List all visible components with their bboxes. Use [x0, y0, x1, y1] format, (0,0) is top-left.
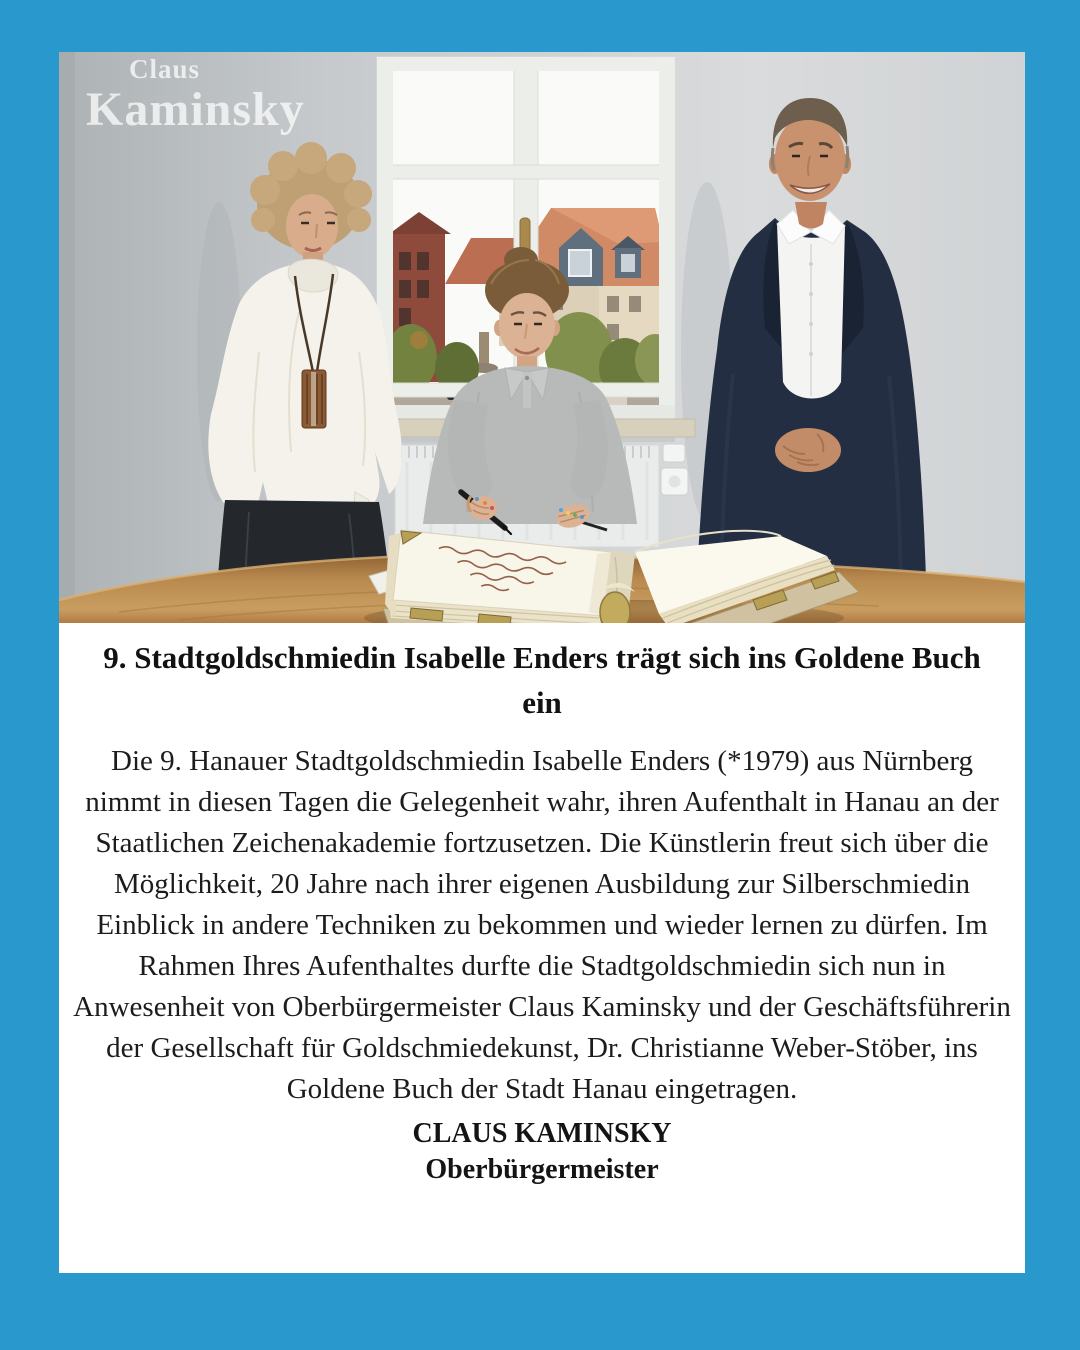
watermark-line2: Kaminsky — [86, 83, 305, 136]
wooden-pendant — [302, 370, 326, 428]
signature-name: CLAUS KAMINSKY — [412, 1118, 672, 1149]
event-photo — [59, 52, 1025, 623]
wall-socket — [661, 444, 688, 495]
watermark-line1: Claus — [129, 54, 201, 84]
signature-title: Oberbürgermeister — [425, 1154, 659, 1185]
headline: 9. Stadtgoldschmiedin Isabelle Enders trägt sich ins Goldene Buch ein — [103, 640, 981, 720]
watermark — [86, 56, 305, 134]
body-text: Die 9. Hanauer Stadtgoldschmiedin Isabelle Enders (*1979) aus Nürnberg nimmt in diesen Tagen die Gelegenheit wahr, ihren Aufenthalt in Hanau an der Staatlichen Zeichenakademie fortzusetzen. Die Künstlerin freut sich über die Möglichkeit, 20 Jahre nach ihrer eigenen Ausbildung zur Silberschmiedin Einblick in andere Techniken zu bekommen und wieder lernen zu dürfen. Im Rahmen Ihres Aufenthaltes durfte die Stadtgoldschmiedin sich nun in Anwesenheit von Oberbürgermeister Claus Kaminsky und der Geschäftsführerin der Gesellschaft für Goldschmiedekunst, Dr. Christianne Weber-Stöber, ins Goldene Buch der Stadt Hanau eingetragen. — [73, 745, 1011, 1105]
signature — [59, 1116, 1025, 1188]
content-card — [59, 52, 1025, 1273]
photo-illustration — [59, 52, 1025, 623]
